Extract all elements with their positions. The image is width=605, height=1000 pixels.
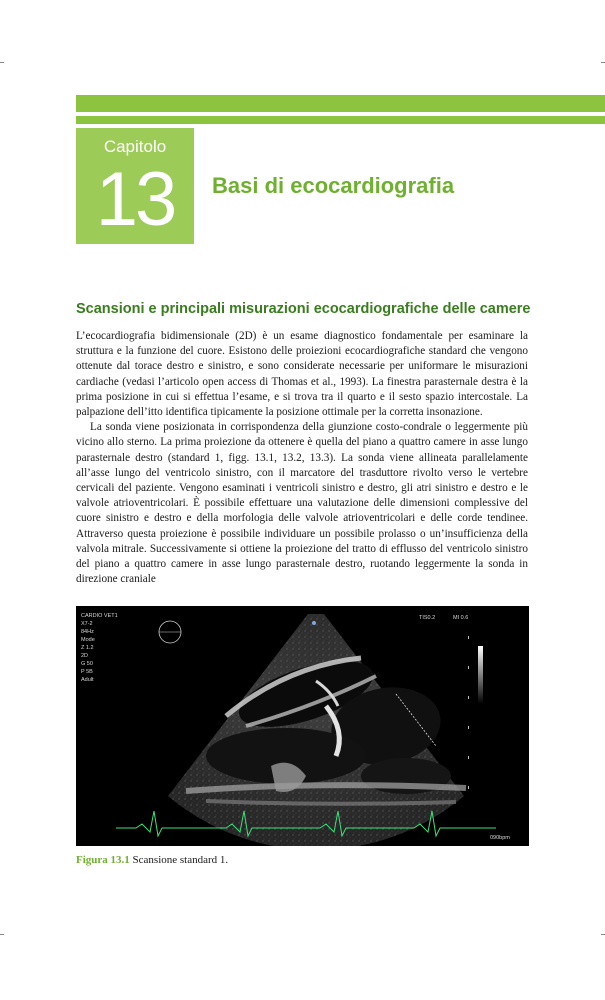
- chapter-label: Capitolo: [103, 137, 167, 156]
- paragraph: L’ecocardiografia bidimensionale (2D) è un esame diagnostico fondamentale per esaminare la struttura e la funzione del cuore. Esistono delle proiezioni ecocardiografiche standard che vengono ottenute dal torace destro e sinistro, e sono considerate necessarie per uniformare le misurazioni cardiache (vedasi l’articolo open access di Thomas et al., 1993). La finestra parasternale destra è la prima posizione in cui si effettua l’esame, e si trova tra il quarto e il sesto spazio intercostale. La palpazione dell’itto identifica tipicamente la posizione ottimale per la corretta insonazione.: [76, 330, 528, 419]
- caption-label: Figura 13.1: [76, 854, 130, 866]
- scan-parameter: 2D: [81, 653, 89, 659]
- tis-readout: TIS0.2: [419, 615, 436, 621]
- chapter-number: 13: [95, 157, 175, 242]
- crop-mark: [601, 62, 605, 63]
- crop-mark: [0, 934, 4, 935]
- paragraph: La sonda viene posizionata in corrispondenza della giunzione costo-condrale o leggermente più vicino allo sterno. La prima proiezione da ottenere è quella del piano a quattro camere in asse lungo parasternale destro (standard 1, figg. 13.1, 13.2, 13.3). La sonda viene allineata parallelamente all’asse lungo del ventricolo sinistro, con il marcatore del trasduttore rivolto verso le vertebre cervicali del paziente. Vengono esaminati i ventricoli sinistro e destro, gli atri sinistro e destro e le valvole atrioventricolari. È possibile effettuare una valutazione delle dimensioni complessive del cuore sinistro e destro e della morfologia delle valvole atrioventricolari e delle corde tendinee. Attraverso questa proiezione è possibile individuare un possibile prolasso o un’insufficienza della valvola mitrale. Successivamente si ottiene la proiezione del tratto di efflusso del ventricolo sinistro del piano a quattro camere in asse lungo parasternale destro, ruotando leggermente la sonda in direzione craniale: [76, 421, 528, 586]
- scan-parameter: 84Hz: [81, 629, 94, 635]
- scan-parameter: CARDIO VET1: [81, 613, 118, 619]
- header-bar: [76, 95, 605, 112]
- figure-caption: [76, 854, 228, 866]
- scan-parameters: [81, 613, 118, 683]
- crop-mark: [601, 934, 605, 935]
- echocardiogram-image: [76, 606, 529, 846]
- scan-parameter: Adult: [81, 677, 94, 683]
- scan-parameter: P 5B: [81, 669, 93, 675]
- scan-parameter: X7-2: [81, 621, 93, 627]
- mi-readout: MI 0.6: [453, 615, 469, 621]
- scan-parameter: Z 1.2: [81, 645, 94, 651]
- chapter-title: Basi di ecocardiografia: [212, 173, 455, 198]
- crop-mark: [0, 62, 4, 63]
- caption-text: Scansione standard 1.: [129, 854, 229, 866]
- scan-parameter: G 50: [81, 661, 93, 667]
- scan-parameter: Mode: [81, 637, 95, 643]
- chapter-box: [76, 128, 194, 244]
- section-heading: Scansioni e principali misurazioni ecocardiografiche delle camere: [76, 301, 531, 317]
- grayscale-bar: [478, 646, 483, 704]
- header-bar-thin: [76, 116, 605, 124]
- body-text: [76, 329, 528, 587]
- heart-rate-readout: 090bpm: [490, 835, 510, 841]
